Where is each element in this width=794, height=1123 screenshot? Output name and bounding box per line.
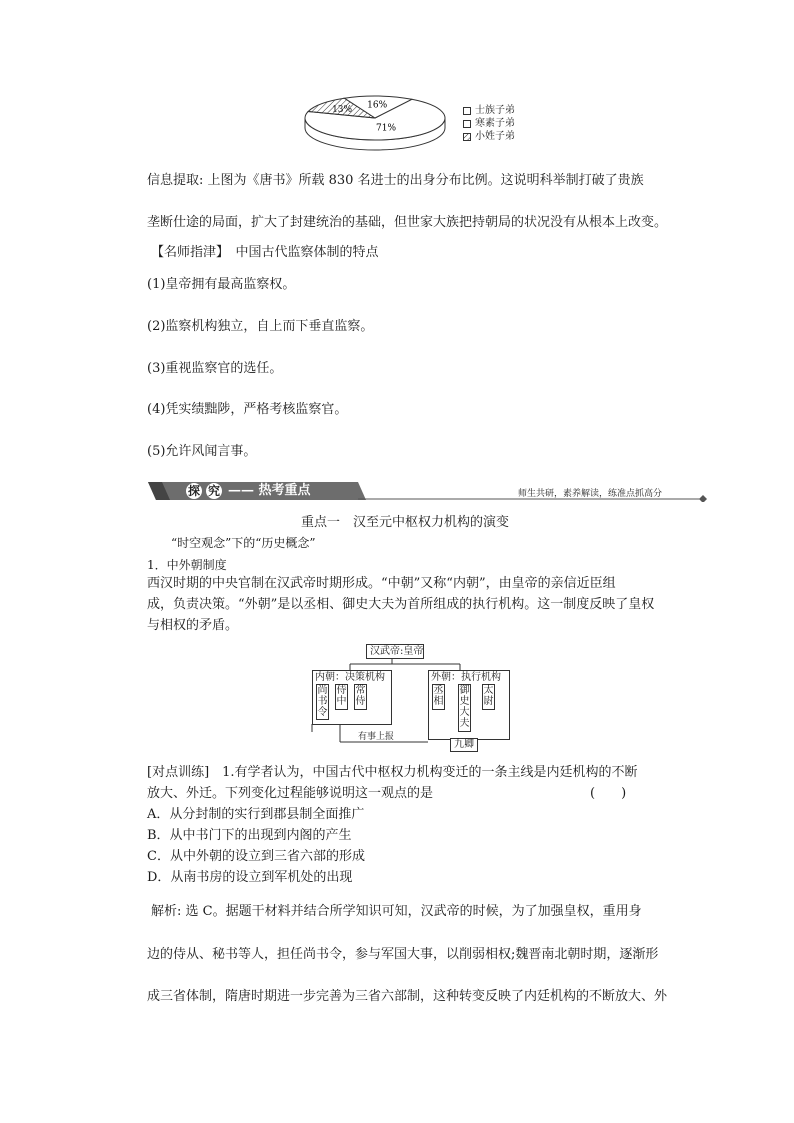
outer-court-label: 外朝：执行机构	[431, 672, 501, 683]
option-b: B．从中书门下的出现到内阁的产生	[147, 828, 352, 843]
analysis-line: 成三省体制，隋唐时期进一步完善为三省六部制，这种转变反映了内廷机构的不断放大、外	[147, 989, 668, 1004]
analysis-line: 解析: 选 C。据题干材料并结合所学知识可知，汉武帝的时候，为了加强皇权，重用身	[151, 904, 642, 919]
legend-label: 寒素子弟	[475, 118, 515, 129]
legend-swatch-white	[463, 107, 471, 115]
guide-item: (4)凭实绩黜陟，严格考核监察官。	[147, 402, 348, 417]
option-c: C．从中外朝的设立到三省六部的形成	[147, 849, 365, 864]
para-line: 与相权的矛盾。	[147, 618, 239, 633]
outer-item	[432, 684, 445, 710]
legend-item-xiaoxing	[463, 131, 515, 143]
section-title: 重点一 汉至元中枢权力机构的演变	[301, 515, 510, 530]
outer-item-text: 丞 相	[433, 685, 444, 707]
inner-item-text: 侍 中	[336, 685, 347, 707]
outer-item-text: 太 尉	[483, 685, 494, 707]
pie-chart	[290, 88, 460, 158]
emperor-label: 汉武帝:皇帝	[370, 646, 424, 657]
band-title: —— 热考重点	[228, 483, 311, 498]
section-subtitle: “时空观念”下的“历史概念”	[171, 536, 316, 550]
question-line: 放大、外迁。下列变化过程能够说明这一观点的是	[147, 786, 434, 801]
guide-item: (5)允许风闻言事。	[147, 444, 257, 459]
legend-item-shizu	[463, 105, 515, 117]
jiuqing-box	[450, 738, 478, 752]
legend-label: 士族子弟	[475, 105, 515, 116]
emperor-box	[366, 644, 424, 659]
legend-swatch-white	[463, 120, 471, 128]
question-line: [对点训练] 1.有学者认为，中国古代中枢权力机构变迁的一条主线是内廷机构的不断	[147, 765, 638, 780]
info-line: 垄断仕途的局面，扩大了封建统治的基础，但世家大族把持朝局的状况没有从根本上改变。	[147, 215, 668, 230]
inner-item-text: 尚 书 令	[317, 685, 328, 718]
legend-swatch-hatched	[463, 133, 471, 141]
pie-slice-label: 71%	[376, 123, 397, 134]
inner-item	[316, 684, 329, 720]
info-line: 信息提取: 上图为《唐书》所载 830 名进士的出身分布比例。这说明科举制打破了贵族	[147, 173, 644, 188]
legend-label: 小姓子弟	[475, 131, 515, 142]
org-diagram	[310, 642, 515, 754]
guide-item: (1)皇帝拥有最高监察权。	[147, 277, 296, 292]
analysis-line: 边的侍从、秘书等人，担任尚书令，参与军国大事，以削弱相权;魏晋南北朝时期，逐渐形	[147, 947, 659, 962]
report-label: 有事上报	[358, 732, 395, 742]
para-line: 成，负责决策。“外朝”是以丞相、御史大夫为首所组成的执行机构。这一制度反映了皇权	[147, 597, 655, 612]
legend-item-hansu	[463, 118, 515, 130]
option-a: A．从分封制的实行到郡县制全面推广	[147, 807, 365, 822]
jiuqing-label: 九卿	[454, 739, 474, 750]
pie-slice-label: 13%	[332, 105, 353, 116]
pie-slice-label: 16%	[367, 100, 388, 111]
guide-item: (3)重视监察官的选任。	[147, 361, 283, 376]
point-heading: 1．中外朝制度	[147, 558, 227, 572]
option-d: D．从南书房的设立到军机处的出现	[147, 870, 353, 885]
band-right-text: 师生共研，素养解读，练准点抓高分	[518, 489, 663, 499]
inner-item-text: 常 侍	[355, 685, 366, 707]
inner-item	[335, 684, 348, 710]
band-char-circle: 究	[207, 484, 220, 498]
outer-item-text: 御 史 大 夫	[459, 685, 470, 729]
guide-heading: 【名师指津】 中国古代监察体制的特点	[151, 245, 379, 260]
inner-item	[354, 684, 367, 710]
guide-item: (2)监察机构独立，自上而下垂直监察。	[147, 319, 374, 334]
band-char-circle: 探	[187, 484, 200, 498]
outer-item	[482, 684, 495, 710]
inner-court-label: 内朝：决策机构	[315, 672, 385, 683]
section-band	[148, 480, 708, 502]
outer-item	[458, 684, 471, 732]
answer-bracket: ( )	[590, 786, 627, 801]
para-line: 西汉时期的中央官制在汉武帝时期形成。“中朝”又称“内朝”，由皇帝的亲信近臣组	[147, 576, 616, 591]
